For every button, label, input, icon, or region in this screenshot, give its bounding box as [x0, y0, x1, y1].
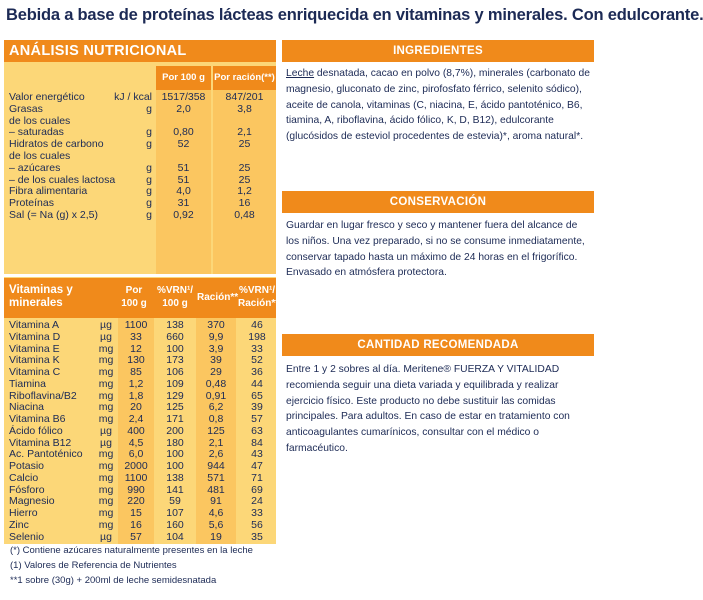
vitamin-value-serving: 481: [207, 483, 225, 496]
conservation-heading: CONSERVACIÓN: [282, 191, 594, 213]
nutrition-value-serving: 25: [238, 161, 251, 174]
vitamin-value-100g: 4,5: [128, 436, 144, 449]
vitamin-vrn-100g: 660: [166, 330, 184, 343]
vitamin-vrn-serving: 46: [251, 319, 263, 331]
vitamin-unit: mg: [98, 366, 114, 378]
vitamin-unit: mg: [98, 377, 114, 390]
vitamin-unit: mg: [98, 460, 114, 472]
vitamin-row: [4, 508, 276, 520]
nutrition-row: [4, 92, 276, 104]
ingredients-rest: desnatada, cacao en polvo (8,7%), minerales (carbonato de magnesio, gluconato de zinc, pirofosfato férrico, selenito sódico), aceite de canola, vitaminas (C, niacina, E, ácido pantoténico, B6, tiamina, A, riboflavina, ácido fólico, K, D, B12), edulcorante (glucósidos de esteviol procedentes de estevia)*, aroma natural*.: [286, 68, 590, 143]
nutrition-value-serving: 16: [238, 197, 251, 210]
vitamin-vrn-100g: 138: [166, 319, 184, 331]
nutrition-value-100g: 1517/358: [161, 91, 206, 103]
vitamin-name: Calcio: [9, 471, 39, 484]
vitamin-name: Vitamina B12: [9, 436, 72, 449]
nutrition-label: – azúcares: [9, 161, 61, 174]
vitamin-vrn-serving: 33: [251, 342, 263, 355]
vitamin-name: Zinc: [9, 518, 29, 531]
vitamin-vrn-serving: 84: [251, 436, 263, 449]
vitamin-name: Potasio: [9, 460, 45, 472]
vitamin-value-serving: 571: [207, 471, 225, 484]
vitamin-vrn-serving: 71: [251, 471, 263, 484]
vitamin-value-100g: 1100: [124, 319, 148, 331]
vitamin-value-serving: 4,6: [208, 507, 224, 519]
vitamin-value-serving: 944: [207, 460, 225, 472]
recommended-text: Entre 1 y 2 sobres al día. Meritene® FUERZA Y VITALIDAD recomienda seguir una dieta variada y equilibrada y realizar ejercicio físico. Este producto no debe sustituir las comidas principales. Para adultos. En caso de estar en tratamiento con anticoagulantes cumarínicos, consultar con el médico o farmacéutico.: [286, 364, 570, 454]
vitamin-vrn-100g: 109: [166, 377, 184, 390]
vitamin-row: [4, 461, 276, 473]
vitamin-value-100g: 15: [130, 507, 142, 519]
nutrition-value-100g: 0,92: [173, 209, 194, 221]
nutrition-unit: g: [146, 197, 152, 210]
vitamin-name: Vitamina D: [9, 330, 61, 343]
vitamin-vrn-serving: 35: [251, 530, 263, 543]
nutrition-heading: ANÁLISIS NUTRICIONAL: [4, 40, 276, 62]
nutrition-value-serving: 0,48: [234, 209, 255, 221]
vitamin-vrn-100g: 173: [166, 354, 184, 367]
vitamin-vrn-100g: 138: [166, 471, 184, 484]
vitamin-unit: µg: [100, 319, 112, 331]
vitamin-value-100g: 220: [127, 495, 145, 508]
vitamin-row: [4, 367, 276, 379]
vitamin-unit: mg: [98, 507, 114, 519]
nutrition-value-100g: 52: [177, 138, 190, 151]
vitamin-name: Vitamina B6: [9, 413, 66, 425]
nutrition-value-serving: 847/201: [225, 91, 264, 103]
nutrition-unit: g: [146, 209, 152, 221]
vitamin-value-serving: 39: [210, 354, 222, 367]
vitamin-unit: mg: [98, 518, 114, 531]
nutrition-value-serving: 2,1: [237, 126, 252, 139]
conservation-text: Guardar en lugar fresco y seco y mantener fuera del alcance de los niños. Una vez preparado, si no se consume inmediatamente, conservar tapado hasta un máximo de 24 horas en el frigorífico. Envasado en atmósfera protectora.: [286, 220, 585, 279]
nutrition-row: [4, 163, 276, 175]
vitamin-vrn-serving: 24: [251, 495, 263, 508]
vitamin-value-serving: 6,2: [208, 401, 224, 414]
vitamin-row: [4, 473, 276, 485]
vitamin-vrn-100g: 104: [166, 530, 184, 543]
nutrition-label: – saturadas: [9, 126, 64, 139]
vitamin-value-serving: 91: [210, 495, 222, 508]
vitamin-value-serving: 0,91: [205, 389, 227, 402]
vitamin-value-100g: 990: [127, 483, 145, 496]
nutrition-value-serving: 25: [238, 138, 251, 151]
vitamin-vrn-100g: 141: [166, 483, 184, 496]
vitamin-value-serving: 3,9: [208, 342, 224, 355]
nutrition-value-serving: 3,8: [237, 102, 252, 115]
vitamin-row: [4, 379, 276, 391]
vitamin-name: Riboflavina/B2: [9, 389, 77, 402]
vitamin-value-100g: 6,0: [128, 448, 144, 461]
vitamin-value-serving: 2,1: [208, 436, 224, 449]
footnote-sugars: (*) Contiene azúcares naturalmente presentes en la leche: [10, 545, 253, 556]
vitamins-header-vrn-100g: %VRN¹/ 100 g: [156, 285, 194, 309]
vitamin-row: [4, 426, 276, 438]
page-title: Bebida a base de proteínas lácteas enriquecida en vitaminas y minerales. Con edulcorante.: [6, 6, 703, 24]
vitamin-value-100g: 57: [130, 530, 142, 543]
vitamin-vrn-100g: 59: [169, 495, 181, 508]
nutrition-value-serving: 1,2: [237, 185, 252, 198]
vitamin-name: Vitamina C: [9, 366, 61, 378]
vitamin-value-100g: 2000: [124, 460, 148, 472]
nutrition-label: Valor energético: [9, 91, 85, 103]
vitamins-header-name: Vitaminas y minerales: [9, 284, 73, 309]
vitamin-value-100g: 130: [127, 354, 145, 367]
nutrition-label: – de los cuales lactosa: [9, 173, 116, 186]
footnote-serving: **1 sobre (30g) + 200ml de leche semidesnatada: [10, 575, 217, 586]
column-header-per-100g: Por 100 g: [156, 66, 211, 90]
vitamin-name: Vitamina K: [9, 354, 60, 367]
vitamin-vrn-serving: 33: [251, 507, 263, 519]
vitamin-name: Vitamina A: [9, 319, 60, 331]
ingredients-heading: INGREDIENTES: [282, 40, 594, 62]
vitamin-unit: µg: [100, 436, 112, 449]
vitamin-value-serving: 19: [210, 530, 222, 543]
vitamin-vrn-100g: 125: [166, 401, 184, 414]
nutrition-value-100g: 0,80: [173, 126, 194, 139]
vitamin-value-100g: 12: [130, 342, 142, 355]
footnote-vrn: (1) Valores de Referencia de Nutrientes: [10, 560, 177, 571]
vitamins-header: [4, 278, 280, 318]
vitamin-vrn-100g: 180: [166, 436, 184, 449]
vitamin-unit: mg: [98, 342, 114, 355]
vitamin-vrn-serving: 198: [248, 330, 266, 343]
vitamin-name: Ac. Pantoténico: [9, 448, 83, 461]
vitamin-unit: µg: [100, 330, 112, 343]
nutrition-value-100g: 2,0: [176, 102, 191, 115]
vitamin-value-100g: 1100: [124, 471, 148, 484]
vitamin-unit: mg: [98, 495, 114, 508]
vitamin-value-100g: 85: [130, 366, 142, 378]
vitamin-vrn-100g: 100: [166, 460, 184, 472]
vitamin-name: Ácido fólico: [9, 424, 63, 437]
vitamin-value-serving: 5,6: [208, 518, 224, 531]
vitamin-unit: µg: [100, 530, 112, 543]
vitamin-name: Hierro: [9, 507, 38, 519]
nutrition-label: de los cuales: [9, 150, 71, 162]
vitamin-name: Tiamina: [9, 377, 46, 390]
vitamin-name: Selenio: [9, 530, 45, 543]
vitamin-vrn-serving: 57: [251, 413, 263, 425]
vitamin-vrn-100g: 107: [166, 507, 184, 519]
vitamins-header-per-100g: Por 100 g: [121, 285, 147, 309]
vitamin-unit: mg: [98, 413, 114, 425]
vitamin-value-100g: 20: [130, 401, 142, 414]
vitamin-vrn-100g: 160: [166, 518, 184, 531]
nutrition-label: Grasas: [9, 102, 43, 115]
vitamin-vrn-serving: 63: [251, 424, 263, 437]
vitamin-unit: mg: [98, 471, 114, 484]
vitamin-name: Niacina: [9, 401, 45, 414]
vitamin-row: [4, 320, 276, 332]
nutrition-label: Hidratos de carbono: [9, 138, 104, 151]
vitamin-value-serving: 2,6: [208, 448, 224, 461]
nutrition-row: [4, 151, 276, 163]
vitamin-unit: µg: [100, 424, 112, 437]
nutrition-label: de los cuales: [9, 114, 71, 127]
nutrition-unit: g: [146, 138, 152, 151]
vitamin-name: Fósforo: [9, 483, 45, 496]
section-divider: [4, 274, 276, 277]
nutrition-unit: g: [146, 185, 152, 198]
vitamin-vrn-serving: 43: [251, 448, 263, 461]
nutrition-unit: g: [146, 126, 152, 139]
nutrition-unit: g: [146, 161, 152, 174]
vitamin-vrn-100g: 200: [166, 424, 184, 437]
vitamin-row: [4, 414, 276, 426]
vitamin-vrn-serving: 44: [251, 377, 263, 390]
nutrition-value-100g: 4,0: [176, 185, 191, 198]
vitamin-unit: mg: [98, 389, 114, 402]
nutrition-panel: [4, 40, 280, 544]
vitamin-vrn-100g: 106: [166, 366, 184, 378]
nutrition-value-serving: 25: [238, 173, 251, 186]
vitamin-row: [4, 520, 276, 532]
nutrition-value-100g: 31: [177, 197, 190, 210]
ingredients-text: [286, 66, 592, 145]
vitamins-header-vrn-serving: %VRN¹/ Ración**: [238, 285, 280, 309]
vitamin-value-serving: 0,8: [208, 413, 224, 425]
vitamin-unit: mg: [98, 354, 114, 367]
recommended-heading: CANTIDAD RECOMENDADA: [282, 334, 594, 356]
vitamin-value-100g: 1,2: [128, 377, 144, 390]
vitamin-unit: mg: [98, 448, 114, 461]
vitamin-value-100g: 1,8: [128, 389, 144, 402]
vitamin-name: Magnesio: [9, 495, 55, 508]
vitamin-vrn-serving: 39: [251, 401, 263, 414]
vitamin-value-100g: 16: [130, 518, 142, 531]
vitamin-name: Vitamina E: [9, 342, 60, 355]
vitamin-value-serving: 9,9: [208, 330, 224, 343]
vitamin-vrn-serving: 47: [251, 460, 263, 472]
nutrition-row: [4, 210, 276, 222]
nutrition-label: Proteínas: [9, 197, 54, 210]
column-header-per-serving: Por ración(**): [213, 66, 276, 90]
vitamin-vrn-100g: 171: [166, 413, 184, 425]
nutrition-label: Fibra alimentaria: [9, 185, 88, 198]
vitamin-vrn-serving: 65: [251, 389, 263, 402]
vitamin-row: [4, 532, 276, 544]
vitamin-row: [4, 332, 276, 344]
nutrition-label: Sal (= Na (g) x 2,5): [9, 209, 98, 221]
nutrition-unit: g: [146, 173, 152, 186]
nutrition-unit: g: [146, 102, 152, 115]
vitamin-vrn-serving: 52: [251, 354, 263, 367]
vitamin-value-serving: 125: [207, 424, 225, 437]
vitamin-vrn-100g: 100: [166, 342, 184, 355]
vitamin-value-100g: 33: [130, 330, 142, 343]
nutrition-row: [4, 104, 276, 116]
vitamin-vrn-100g: 100: [166, 448, 184, 461]
vitamin-unit: mg: [98, 483, 114, 496]
vitamins-header-serving: Ración**: [197, 292, 239, 303]
vitamin-value-serving: 370: [207, 319, 225, 331]
ingredients-first-word: Leche: [286, 68, 315, 79]
vitamin-vrn-serving: 56: [251, 518, 263, 531]
vitamin-unit: mg: [98, 401, 114, 414]
nutrition-unit: kJ / kcal: [114, 91, 152, 103]
vitamin-value-100g: 2,4: [128, 413, 144, 425]
vitamin-vrn-100g: 129: [166, 389, 184, 402]
nutrition-value-100g: 51: [177, 173, 190, 186]
vitamin-vrn-serving: 36: [251, 366, 263, 378]
vitamin-vrn-serving: 69: [251, 483, 263, 496]
nutrition-value-100g: 51: [177, 161, 190, 174]
vitamin-value-serving: 0,48: [205, 377, 227, 390]
vitamin-value-100g: 400: [127, 424, 145, 437]
vitamin-value-serving: 29: [210, 366, 222, 378]
